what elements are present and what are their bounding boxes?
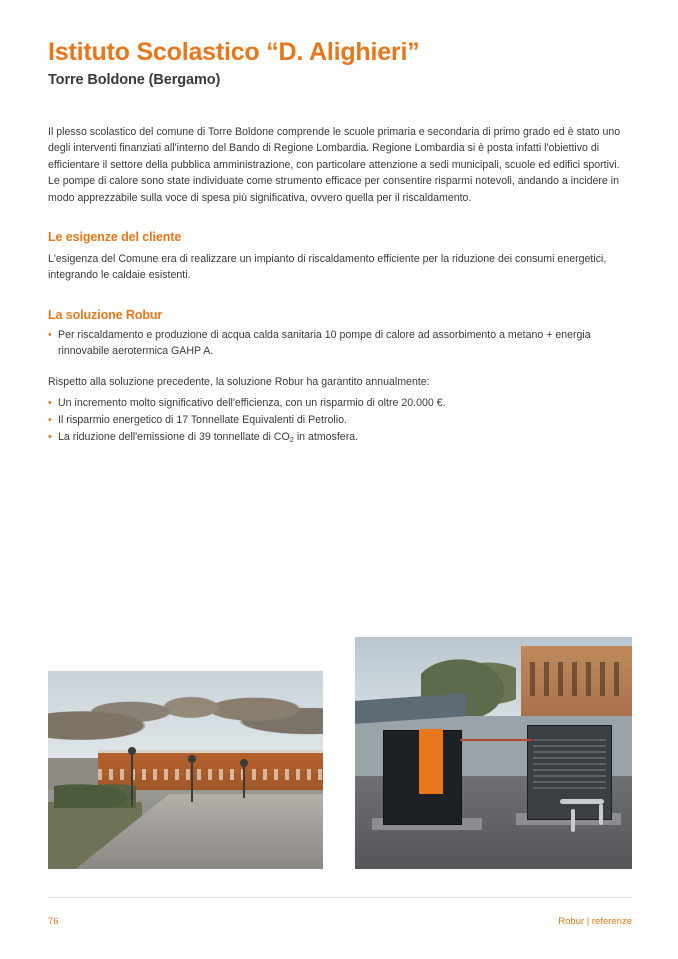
pipe-run [571,809,575,832]
hedge-bushes [54,782,137,808]
footer-divider [48,897,632,898]
section-body-needs: L'esigenza del Comune era di realizzare un impianto di riscaldamento efficiente per la riduzione dei consumi energetici, integrando le caldaie esistenti. [48,253,607,282]
intro-paragraph: Il plesso scolastico del comune di Torre Boldone comprende le scuole primaria e secondaria di primo grado ed è stato uno degli interventi finanziati all'interno del Bando di Regione Lombardia. Regione Lombardia si è posta infatti l'obiettivo di efficientare il settore della pubblica amministrazione, con particolare attenzione a sedi municipali, scuole ed edifici sportivi. Le pompe di calore sono state individuate come strumento efficace per consentire risparmi notevoli, andando a incidere in modo apprezzabile sulla voce di spesa più significativa, ovvero quella per il riscaldamento. [48,126,621,204]
pipe-run [599,804,603,825]
solution-results-intro: Rispetto alla soluzione precedente, la soluzione Robur ha garantito annualmente: [48,375,430,388]
page-number: 76 [48,916,59,927]
photo-school-exterior [48,671,323,869]
solution-results-list [48,396,632,446]
pipe-run [560,799,604,804]
adjacent-building [521,646,632,716]
photo-heat-pumps [355,637,632,869]
list-item: • Il risparmio energetico di 17 Tonnellate Equivalenti di Petrolio. [48,413,632,429]
page-content [48,38,632,447]
list-item: • Un incremento molto significativo dell'efficienza, con un risparmio di oltre 20.000 €. [48,396,632,412]
footer-note: Robur | referenze [558,916,632,927]
page-title: Istituto Scolastico “D. Alighieri” [48,38,420,66]
page-subtitle: Torre Boldone (Bergamo) [48,72,221,88]
co2-suffix: in atmosfera. [293,430,359,443]
red-support-rail [460,739,532,741]
list-item [48,430,632,446]
tree-line [48,671,323,762]
co2-subscript: 2 [289,434,294,444]
co2-prefix: La riduzione dell'emissione di 39 tonnellate di CO [58,430,290,443]
heat-pump-unit-front [383,730,463,825]
photo-gallery [48,637,632,869]
solution-bullet-list [48,328,632,360]
orange-control-panel [419,729,442,794]
lamp-post [131,754,133,805]
section-heading-needs: Le esigenze del cliente [48,230,182,245]
lamp-post [191,762,193,802]
section-heading-solution: La soluzione Robur [48,307,163,322]
list-item: • Per riscaldamento e produzione di acqua calda sanitaria 10 pompe di calore ad assorbimento a metano + energia rinnovabile aerotermica GAHP A. [48,328,632,360]
lamp-post [243,766,245,798]
